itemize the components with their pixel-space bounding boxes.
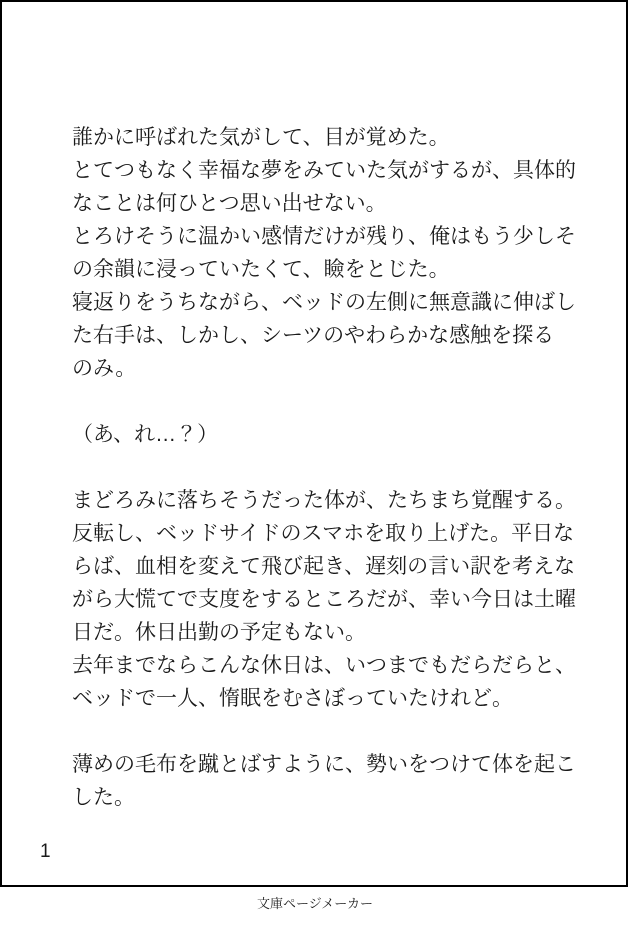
- footer-brand: 文庫ページメーカー: [256, 896, 374, 911]
- text-line: とろけそうに温かい感情だけが残り、俺はもう少しそ: [72, 225, 576, 248]
- text-line: なことは何ひとつ思い出せない。: [72, 192, 387, 215]
- text-line: [72, 451, 592, 484]
- text-line: 寝返りをうちながら、ベッドの左側に無意識に伸ばし: [72, 291, 576, 314]
- text-line: 反転し、ベッドサイドのスマホを取り上げた。平日な: [72, 522, 575, 545]
- text-line: の余韻に浸っていたくて、瞼をとじた。: [72, 258, 450, 281]
- text-line: [72, 715, 592, 748]
- text-line: [72, 385, 592, 418]
- text-line: （あ、れ…？）: [72, 423, 219, 446]
- text-line: まどろみに落ちそうだった体が、たちまち覚醒する。: [72, 489, 576, 512]
- text-line: ベッドで一人、惰眠をむさぼっていたけれど。: [72, 687, 513, 710]
- text-line: 去年までならこんな休日は、いつまでもだらだらと、: [72, 654, 576, 677]
- text-line: た右手は、しかし、シーツのやわらかな感触を探る: [72, 324, 555, 347]
- page-number: 1: [40, 841, 51, 862]
- body-text: [72, 121, 592, 814]
- text-line: らば、血相を変えて飛び起き、遅刻の言い訳を考えな: [72, 555, 576, 578]
- text-line: 日だ。休日出勤の予定もない。: [72, 621, 366, 644]
- text-line: 薄めの毛布を蹴とばすように、勢いをつけて体を起こ: [72, 753, 576, 776]
- text-line: がら大慌てで支度をするところだが、幸い今日は土曜: [72, 588, 576, 611]
- text-line: 誰かに呼ばれた気がして、目が覚めた。: [72, 126, 450, 149]
- text-line: した。: [72, 786, 135, 809]
- text-line: とてつもなく幸福な夢をみていた気がするが、具体的: [72, 159, 576, 182]
- text-line: のみ。: [72, 357, 137, 380]
